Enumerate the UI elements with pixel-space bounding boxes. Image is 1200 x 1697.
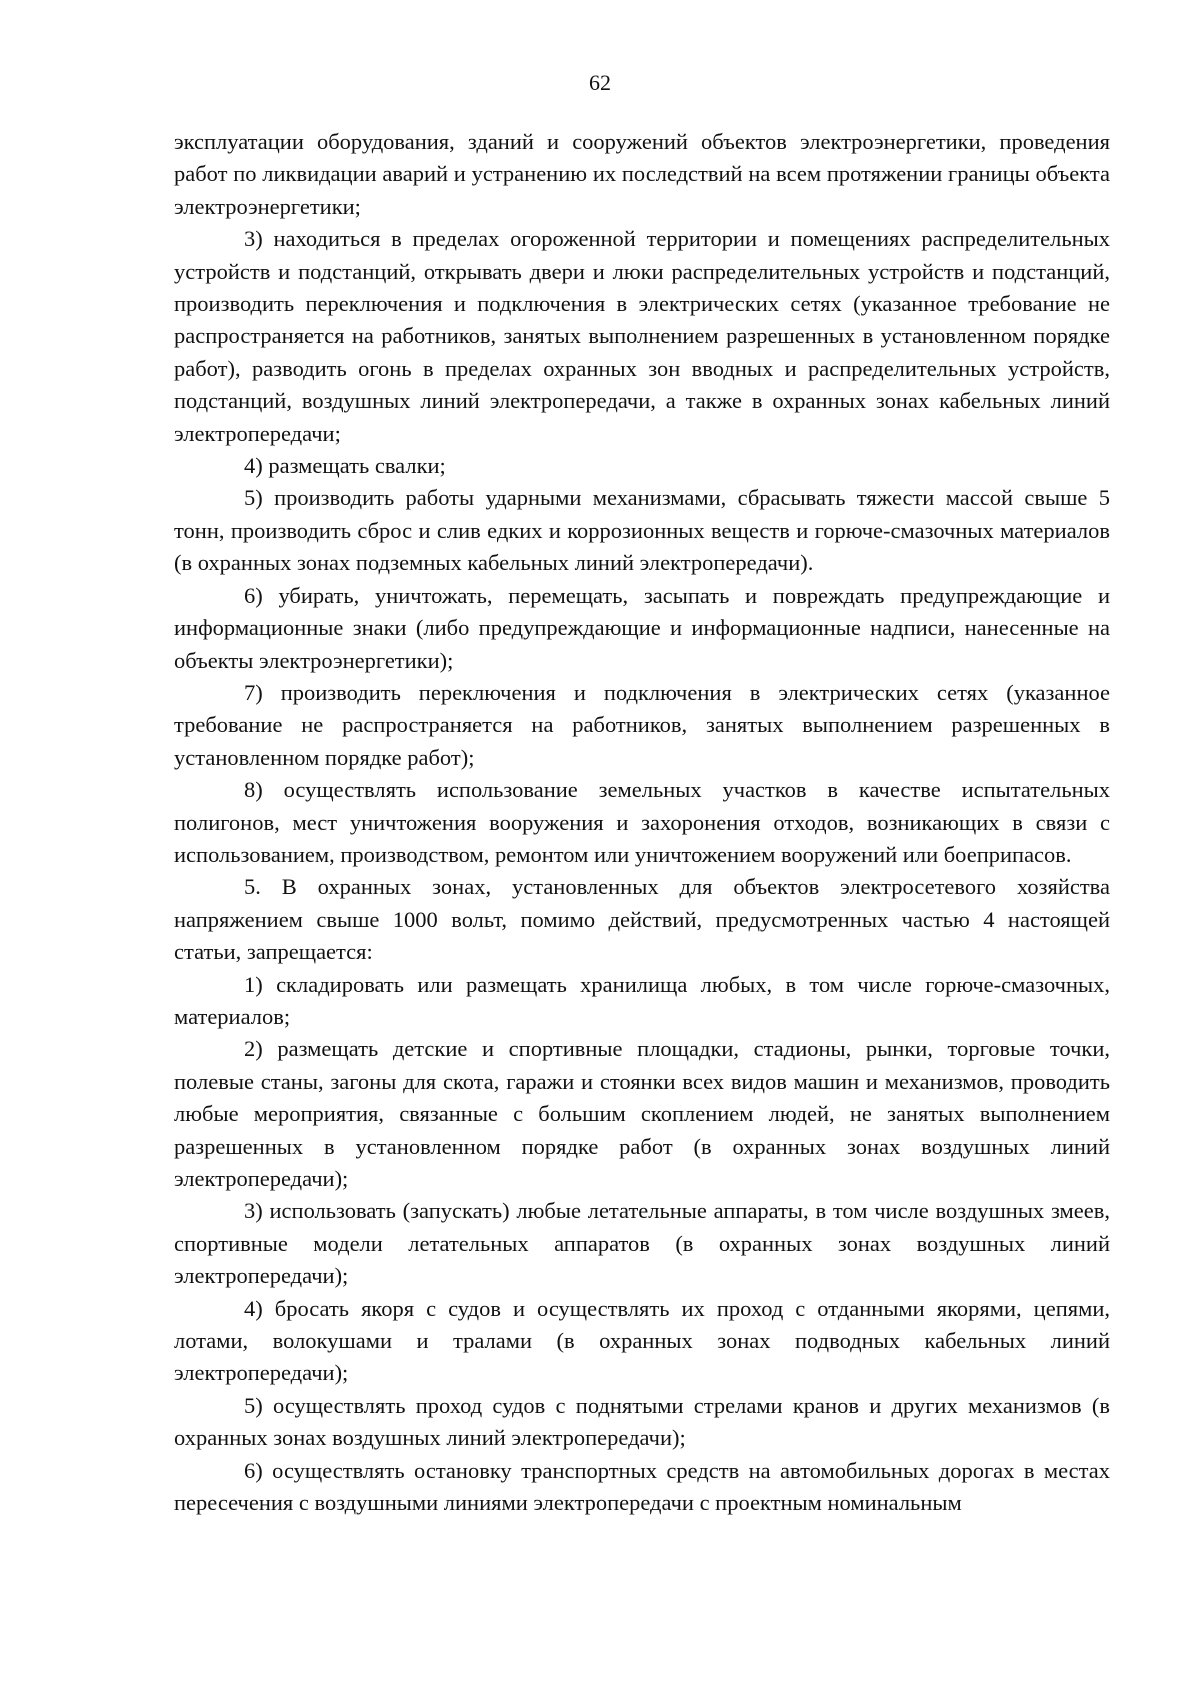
section-5-item-2: 2) размещать детские и спортивные площадки, стадионы, рынки, торговые точки, полевые станы, загоны для скота, гаражи и стоянки всех видов машин и механизмов, проводить любые мероприятия, связанные с большим скоплением людей, не занятых выполнением разрешенных в установленном порядке работ (в охранных зонах воздушных линий электропередачи);: [174, 1036, 1110, 1191]
section-5-item-4: 4) бросать якоря с судов и осуществлять их проход с отданными якорями, цепями, лотами, волокушами и тралами (в охранных зонах подводных кабельных линий электропередачи);: [174, 1295, 1110, 1386]
list-item-4: 4) размещать свалки;: [244, 453, 446, 479]
page-number: 62: [589, 70, 611, 95]
section-5-paragraph: 5. В охранных зонах, установленных для объектов электросетевого хозяйства напряжением свыше 1000 вольт, помимо действий, предусмотренных частью 4 настоящей статьи, запрещается:: [174, 874, 1110, 965]
document-body: [174, 126, 1110, 1519]
section-5-item-3: 3) использовать (запускать) любые летательные аппараты, в том числе воздушных змеев, спортивные модели летательных аппаратов (в охранных зонах воздушных линий электропередачи);: [174, 1198, 1110, 1289]
paragraph-continuation: эксплуатации оборудования, зданий и сооружений объектов электроэнергетики, проведения работ по ликвидации аварий и устранению их последствий на всем протяжении границы объекта электроэнергетики;: [174, 129, 1110, 219]
list-item-8: 8) осуществлять использование земельных участков в качестве испытательных полигонов, мест уничтожения вооружения и захоронения отходов, возникающих в связи с использованием, производством, ремонтом или уничтожением вооружений или боеприпасов.: [174, 777, 1110, 867]
list-item-6: 6) убирать, уничтожать, перемещать, засыпать и повреждать предупреждающие и информационные знаки (либо предупреждающие и информационные надписи, нанесенные на объекты электроэнергетики);: [174, 582, 1110, 673]
section-5-item-1: 1) складировать или размещать хранилища любых, в том числе горюче-смазочных, материалов;: [174, 971, 1110, 1029]
section-5-item-5: 5) осуществлять проход судов с поднятыми стрелами кранов и других механизмов (в охранных зонах воздушных линий электропередачи);: [174, 1392, 1110, 1451]
section-5-item-6: 6) осуществлять остановку транспортных средств на автомобильных дорогах в местах пересечения с воздушными линиями электропередачи с проектным номинальным: [174, 1457, 1110, 1516]
list-item-3: 3) находиться в пределах огороженной территории и помещениях распределительных устройств и подстанций, открывать двери и люки распределительных устройств и подстанций, производить переключения и подключения в электрических сетях (указанное требование не распространяется на работников, занятых выполнением разрешенных в установленном порядке работ), разводить огонь в пределах охранных зон вводных и распределительных устройств, подстанций, воздушных линий электропередачи, а также в охранных зонах кабельных линий электропередачи;: [174, 226, 1110, 446]
list-item-5: 5) производить работы ударными механизмами, сбрасывать тяжести массой свыше 5 тонн, производить сброс и слив едких и коррозионных веществ и горюче-смазочных материалов (в охранных зонах подземных кабельных линий электропередачи).: [174, 485, 1110, 576]
list-item-7: 7) производить переключения и подключения в электрических сетях (указанное требование не распространяется на работников, занятых выполнением разрешенных в установленном порядке работ);: [174, 679, 1110, 770]
